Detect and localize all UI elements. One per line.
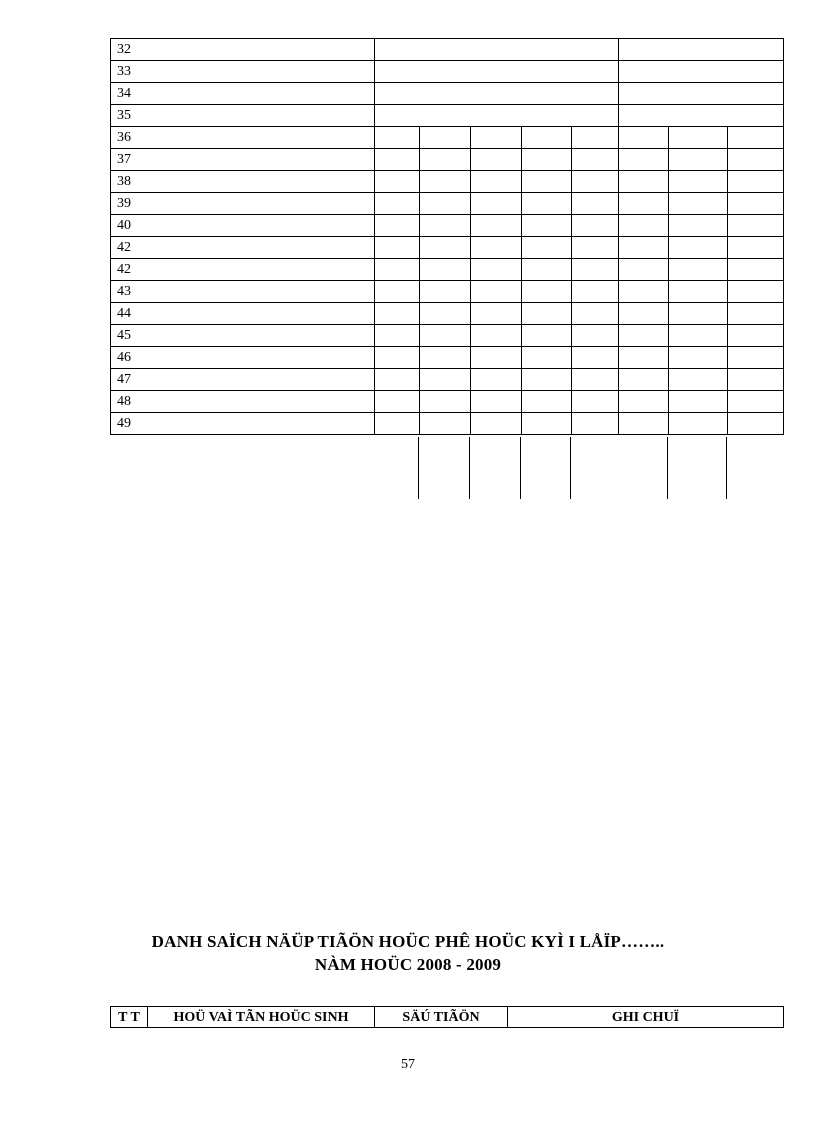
roster-cell — [728, 281, 784, 303]
roster-cell — [669, 237, 728, 259]
roster-cell — [375, 193, 420, 215]
roster-cell — [522, 303, 572, 325]
roster-cell — [669, 149, 728, 171]
roster-cell — [669, 303, 728, 325]
roster-cell — [420, 413, 471, 435]
roster-row — [111, 413, 784, 435]
roster-cell — [471, 369, 522, 391]
roster-cell — [619, 61, 784, 83]
roster-cell — [572, 325, 619, 347]
roster-cell — [572, 127, 619, 149]
roster-cell — [728, 303, 784, 325]
row-number: 40 — [111, 215, 375, 237]
roster-cell — [669, 325, 728, 347]
roster-cell — [669, 281, 728, 303]
row-number: 42 — [111, 237, 375, 259]
roster-cell — [728, 237, 784, 259]
roster-cell — [471, 127, 522, 149]
roster-cell — [572, 281, 619, 303]
roster-cell — [669, 369, 728, 391]
roster-cell — [522, 413, 572, 435]
roster-cell — [471, 391, 522, 413]
roster-cell — [619, 193, 669, 215]
roster-cell — [375, 281, 420, 303]
roster-cell — [471, 259, 522, 281]
roster-cell — [522, 391, 572, 413]
header-student-name: HOÜ VAÌ TÃN HOÜC SINH — [148, 1007, 375, 1028]
roster-cell — [375, 237, 420, 259]
roster-cell — [619, 303, 669, 325]
roster-cell — [375, 215, 420, 237]
row-number: 44 — [111, 303, 375, 325]
roster-cell — [375, 149, 420, 171]
school-year: NÀM HOÜC 2008 - 2009 — [314, 955, 502, 974]
roster-row — [111, 171, 784, 193]
roster-cell — [669, 259, 728, 281]
column-line — [418, 437, 419, 499]
row-number: 39 — [111, 193, 375, 215]
roster-cell — [375, 347, 420, 369]
roster-cell — [471, 303, 522, 325]
roster-row — [111, 193, 784, 215]
roster-cell — [375, 105, 619, 127]
roster-row — [111, 61, 784, 83]
roster-cell — [572, 369, 619, 391]
roster-cell — [728, 149, 784, 171]
roster-cell — [420, 171, 471, 193]
roster-cell — [420, 281, 471, 303]
roster-cell — [375, 61, 619, 83]
roster-cell — [522, 281, 572, 303]
roster-cell — [522, 237, 572, 259]
roster-cell — [572, 347, 619, 369]
roster-cell — [375, 413, 420, 435]
roster-cell — [522, 259, 572, 281]
roster-cell — [572, 193, 619, 215]
roster-cell — [471, 215, 522, 237]
roster-cell — [572, 413, 619, 435]
roster-cell — [619, 83, 784, 105]
roster-cell — [420, 259, 471, 281]
roster-cell — [572, 215, 619, 237]
roster-cell — [420, 325, 471, 347]
roster-cell — [669, 171, 728, 193]
column-line — [570, 437, 571, 499]
roster-cell — [572, 171, 619, 193]
roster-cell — [619, 259, 669, 281]
row-number: 34 — [111, 83, 375, 105]
roster-cell — [572, 149, 619, 171]
roster-cell — [669, 347, 728, 369]
column-line — [667, 437, 668, 499]
roster-cell — [420, 193, 471, 215]
roster-cell — [619, 105, 784, 127]
roster-cell — [375, 391, 420, 413]
roster-row — [111, 281, 784, 303]
roster-cell — [669, 127, 728, 149]
row-number: 35 — [111, 105, 375, 127]
roster-row — [111, 325, 784, 347]
roster-cell — [522, 215, 572, 237]
row-number: 46 — [111, 347, 375, 369]
row-number: 47 — [111, 369, 375, 391]
roster-cell — [728, 347, 784, 369]
roster-cell — [619, 413, 669, 435]
roster-cell — [728, 215, 784, 237]
roster-cell — [420, 347, 471, 369]
roster-row — [111, 127, 784, 149]
row-number: 48 — [111, 391, 375, 413]
roster-cell — [471, 149, 522, 171]
roster-cell — [619, 149, 669, 171]
roster-cell — [522, 325, 572, 347]
roster-cell — [619, 171, 669, 193]
roster-cell — [420, 237, 471, 259]
roster-row — [111, 347, 784, 369]
row-number: 45 — [111, 325, 375, 347]
roster-cell — [728, 171, 784, 193]
roster-cell — [471, 237, 522, 259]
header-row — [111, 1007, 784, 1028]
roster-cell — [728, 259, 784, 281]
roster-row — [111, 105, 784, 127]
roster-cell — [619, 347, 669, 369]
row-number: 37 — [111, 149, 375, 171]
roster-cell — [420, 303, 471, 325]
row-number: 49 — [111, 413, 375, 435]
roster-cell — [619, 281, 669, 303]
roster-cell — [522, 347, 572, 369]
row-number: 32 — [111, 39, 375, 61]
roster-cell — [471, 347, 522, 369]
roster-cell — [619, 369, 669, 391]
roster-cell — [471, 281, 522, 303]
row-number: 42 — [111, 259, 375, 281]
header-note: GHI CHUÏ — [508, 1007, 784, 1028]
header-tt: T T — [111, 1007, 148, 1028]
roster-cell — [471, 193, 522, 215]
roster-cell — [375, 127, 420, 149]
roster-cell — [728, 193, 784, 215]
roster-row — [111, 83, 784, 105]
row-number: 33 — [111, 61, 375, 83]
roster-cell — [375, 171, 420, 193]
roster-row — [111, 39, 784, 61]
roster-cell — [619, 325, 669, 347]
roster-cell — [572, 303, 619, 325]
roster-cell — [619, 237, 669, 259]
column-line — [520, 437, 521, 499]
roster-cell — [471, 325, 522, 347]
roster-cell — [522, 149, 572, 171]
roster-cell — [728, 127, 784, 149]
roster-cell — [375, 259, 420, 281]
roster-cell — [522, 369, 572, 391]
row-number: 43 — [111, 281, 375, 303]
roster-cell — [669, 193, 728, 215]
roster-cell — [375, 303, 420, 325]
roster-cell — [572, 391, 619, 413]
roster-cell — [669, 215, 728, 237]
roster-cell — [669, 391, 728, 413]
roster-cell — [728, 369, 784, 391]
roster-row — [111, 369, 784, 391]
page-number: 57 — [401, 1057, 415, 1072]
roster-cell — [522, 171, 572, 193]
column-line — [726, 437, 727, 499]
payment-list-header-table — [110, 1006, 784, 1028]
roster-cell — [420, 391, 471, 413]
roster-cell — [420, 149, 471, 171]
roster-cell — [619, 391, 669, 413]
column-line — [469, 437, 470, 499]
roster-cell — [619, 127, 669, 149]
roster-cell — [471, 413, 522, 435]
row-number: 36 — [111, 127, 375, 149]
roster-cell — [728, 391, 784, 413]
roster-row — [111, 237, 784, 259]
roster-cell — [375, 369, 420, 391]
roster-row — [111, 303, 784, 325]
roster-cell — [728, 325, 784, 347]
roster-cell — [619, 39, 784, 61]
roster-cell — [522, 127, 572, 149]
student-roster-table — [110, 38, 784, 435]
roster-cell — [572, 259, 619, 281]
roster-cell — [471, 171, 522, 193]
list-title: DANH SAÏCH NÄÜP TIÃÖN HOÜC PHÊ HOÜC KYÌ I LÅÏP…….. — [151, 932, 665, 951]
roster-row — [111, 149, 784, 171]
roster-cell — [728, 413, 784, 435]
roster-cell — [572, 237, 619, 259]
roster-cell — [375, 83, 619, 105]
roster-cell — [522, 193, 572, 215]
roster-cell — [375, 325, 420, 347]
roster-row — [111, 215, 784, 237]
roster-cell — [619, 215, 669, 237]
roster-cell — [420, 369, 471, 391]
row-number: 38 — [111, 171, 375, 193]
roster-cell — [669, 413, 728, 435]
roster-cell — [375, 39, 619, 61]
roster-cell — [420, 215, 471, 237]
roster-cell — [420, 127, 471, 149]
header-amount: SÄÚ TIÃÖN — [375, 1007, 508, 1028]
roster-row — [111, 391, 784, 413]
roster-row — [111, 259, 784, 281]
